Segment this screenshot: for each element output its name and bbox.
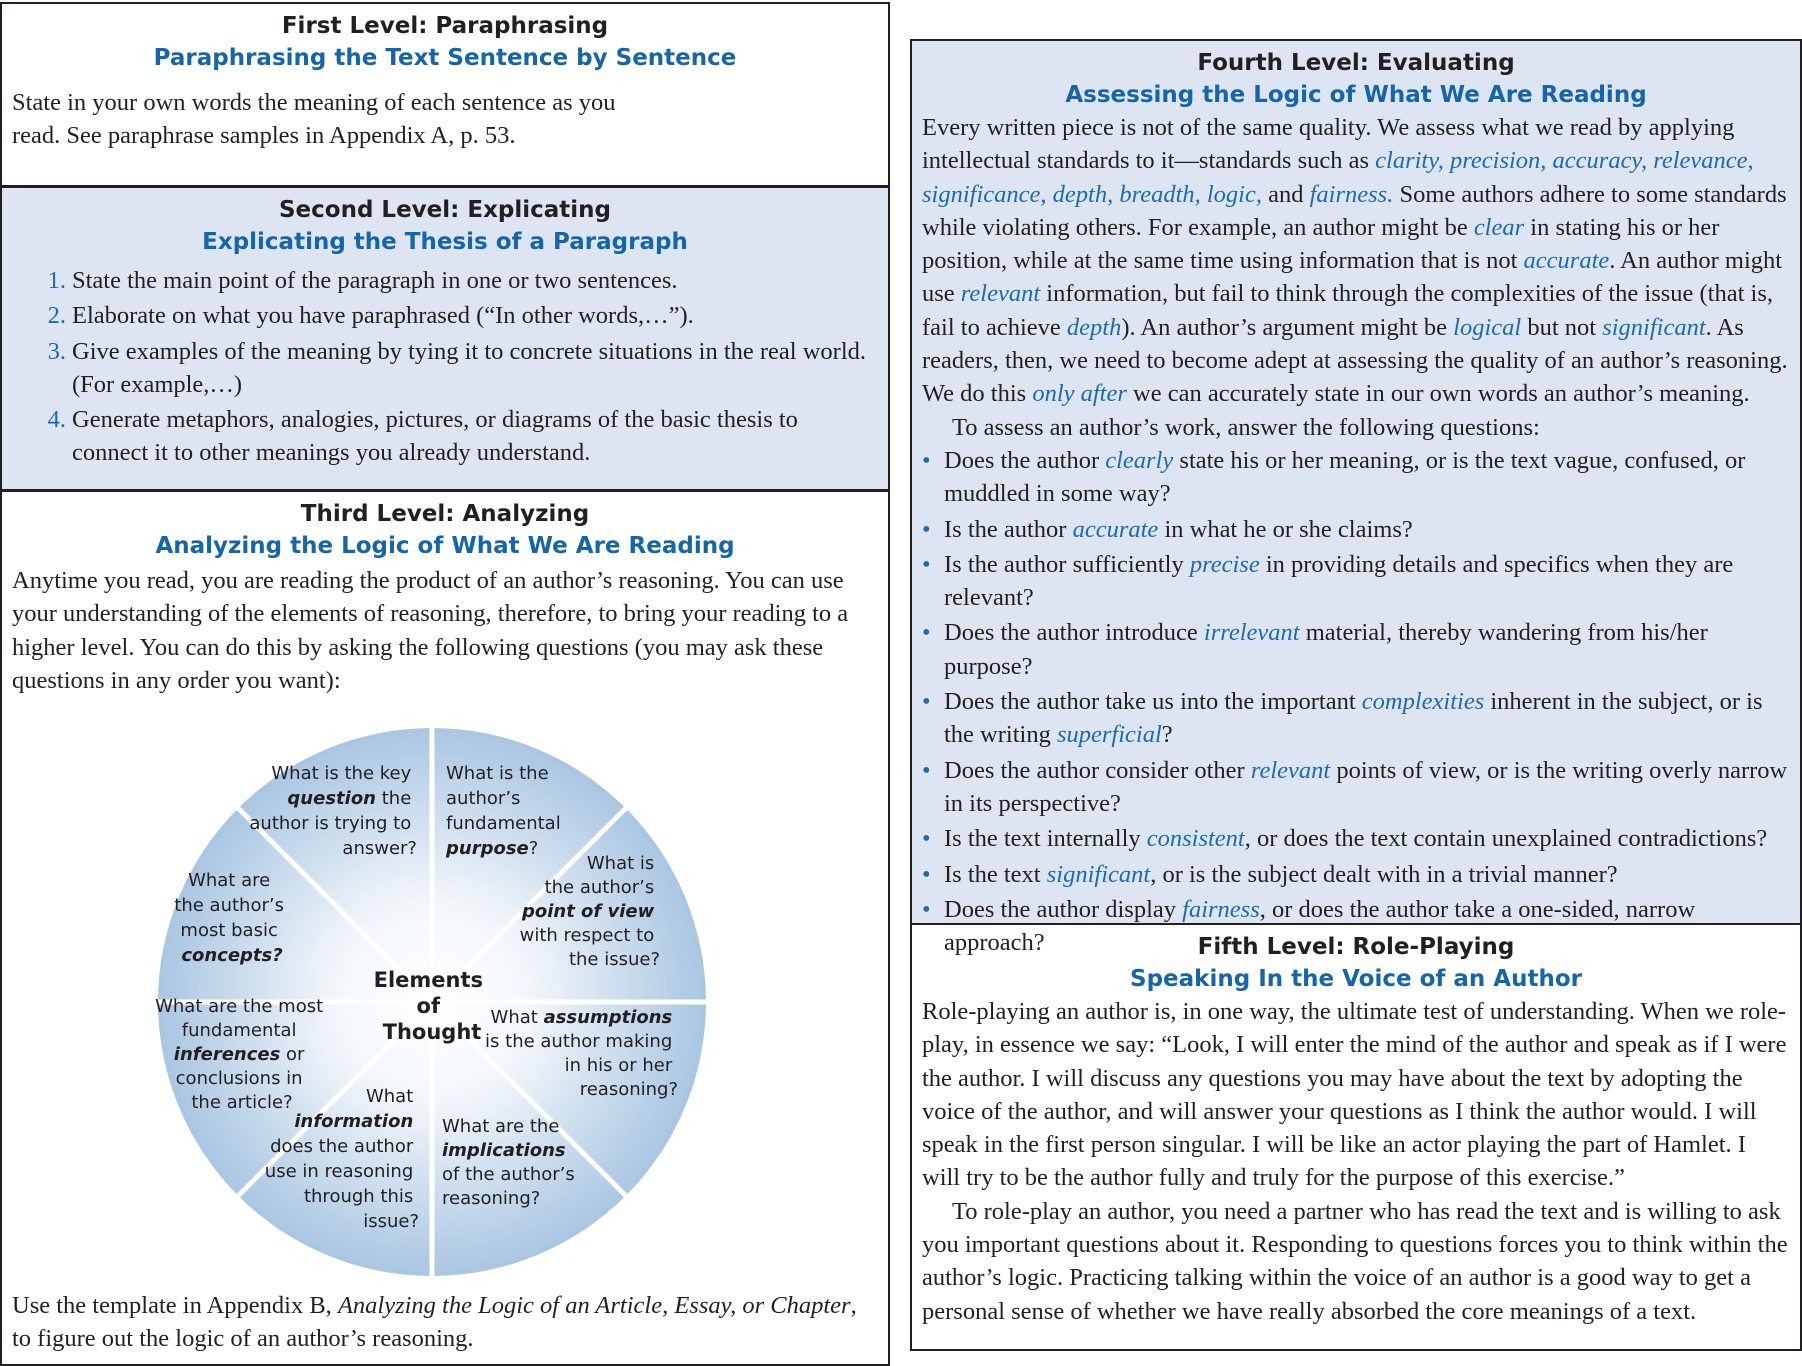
third-level-footer: Use the template in Appendix B, Analyzing the Logic of an Article, Essay, or Chapter, to figure out the logic of an author’s reasoning. bbox=[12, 1292, 857, 1353]
list-item: • Does the author display fairness, or does the author take a one-sided, narrow approach? bbox=[922, 895, 1696, 957]
wheel-segment-question: What is the key question the author is trying to answer? bbox=[249, 763, 417, 859]
evaluation-questions bbox=[922, 444, 1790, 959]
wheel-segment-assumptions: What assumptions is the author making in his or her reasoning? bbox=[485, 1007, 678, 1100]
third-level-text: Anytime you read, you are reading the product of an author’s reasoning. You can use your understanding of the elements of reasoning, therefore, to bring your reading to a higher level. You can do this by asking the following questions (you may ask these questions in any order you want): bbox=[12, 567, 849, 694]
list-item: • Does the author consider other relevant points of view, or is the writing overly narrow in its perspective? bbox=[922, 756, 1788, 817]
list-item: • Is the author sufficiently precise in providing details and specifics when they are relevant? bbox=[922, 550, 1734, 612]
elements-of-thought-wheel bbox=[152, 722, 712, 1282]
fifth-level-paragraph-1: Role-playing an author is, in one way, the ultimate test of understanding. When we role-play, in essence we say: “Look, I will enter the mind of the author and speak as if I were the author. I will discuss any questions you may have about the text by adopting the voice of the author, and will answer your questions as I think the author would. I will speak in the first person singular. I will be like an actor playing the part of Hamlet. I will try to be the author fully and truly for the purpose of this exercise.” bbox=[922, 998, 1787, 1192]
list-item: • Is the text significant, or is the subject dealt with in a trivial manner? bbox=[922, 860, 1618, 888]
list-item: 2. Elaborate on what you have paraphrased (“In other words,…”). bbox=[47, 302, 694, 330]
list-item: • Does the author introduce irrelevant material, thereby wandering from his/her purpose? bbox=[922, 619, 1708, 680]
first-level-box bbox=[0, 2, 890, 187]
list-item: 4. Generate metaphors, analogies, pictures, or diagrams of the basic thesis to connect it to other meanings you already understand. bbox=[47, 406, 798, 467]
wheel-segment-implications: What are the implications of the author’s reasoning? bbox=[442, 1116, 575, 1209]
first-level-title: First Level: Paraphrasing bbox=[281, 13, 609, 39]
wheel-segment-concepts: What are the author’s most basic concepts? bbox=[174, 870, 284, 966]
fifth-level-paragraph-2: To role-play an author, you need a partner who has read the text and is willing to ask you important questions about it. Responding to questions forces you to think within the author’s logic. Practicing talking within the voice of an author is a good way to get a personal sense of whether we have really absorbed the core meanings of a text. bbox=[922, 1197, 1788, 1325]
third-level-box bbox=[0, 490, 890, 1366]
fourth-level-intro-2: To assess an author’s work, answer the following questions: bbox=[952, 413, 1540, 441]
second-level-subtitle: Explicating the Thesis of a Paragraph bbox=[202, 229, 688, 255]
list-item: • Is the text internally consistent, or does the text contain unexplained contradictions? bbox=[922, 825, 1768, 853]
list-item: 3. Give examples of the meaning by tying it to concrete situations in the real world. (For example,…) bbox=[47, 337, 867, 398]
list-item: • Is the author accurate in what he or she claims? bbox=[922, 515, 1413, 543]
fourth-level-subtitle: Assessing the Logic of What We Are Reading bbox=[1065, 82, 1647, 108]
third-level-title: Third Level: Analyzing bbox=[300, 501, 590, 527]
first-level-subtitle: Paraphrasing the Text Sentence by Sentence bbox=[153, 45, 737, 71]
fifth-level-subtitle: Speaking In the Voice of an Author bbox=[1130, 966, 1582, 992]
list-item: • Does the author take us into the important complexities inherent in the subject, or is the writing superficial? bbox=[922, 688, 1763, 749]
list-item: • Does the author clearly state his or her meaning, or is the text vague, confused, or muddled in some way? bbox=[922, 446, 1746, 508]
wheel-segment-point-of-view: What is the author’s point of view with respect to the issue? bbox=[519, 853, 660, 970]
fourth-level-intro: Every written piece is not of the same quality. We assess what we read by applying intellectual standards to it—standards such as clarity, precision, accuracy, relevance, significance, depth, breadth, logic, and fairness. Some authors adhere to some standards while violating others. For example, an author might be clear in stating his or her position, while at the same time using information that is not accurate. An author might use relevant information, but fail to think through the complexities of the issue (that is, fail to achieve depth). An author’s argument might be logical but not significant. As readers, then, we need to become adept at assessing the quality of an author’s reasoning. We do this only after we can accurately state in our own words an author’s meaning. bbox=[922, 114, 1788, 408]
second-level-box bbox=[0, 186, 890, 491]
fourth-level-title: Fourth Level: Evaluating bbox=[1197, 50, 1515, 76]
wheel-segment-information: What information does the author use in reasoning through this issue? bbox=[264, 1086, 419, 1232]
wheel-segment-inferences: What are the most fundamental inferences or conclusions in the article? bbox=[155, 996, 324, 1113]
list-item: 1. State the main point of the paragraph in one or two sentences. bbox=[47, 267, 678, 294]
third-level-subtitle: Analyzing the Logic of What We Are Reading bbox=[155, 533, 735, 559]
explicating-list bbox=[12, 264, 878, 470]
wheel-segment-purpose: What is the author’s fundamental purpose? bbox=[446, 763, 561, 859]
wheel-center-label: Elements of Thought bbox=[373, 968, 484, 1044]
first-level-text: State in your own words the meaning of each sentence as you read. See paraphrase samples in Appendix A, p. 53. bbox=[12, 89, 616, 150]
fifth-level-title: Fifth Level: Role-Playing bbox=[1197, 934, 1515, 960]
second-level-title: Second Level: Explicating bbox=[278, 197, 612, 223]
fifth-level-box bbox=[910, 923, 1802, 1351]
